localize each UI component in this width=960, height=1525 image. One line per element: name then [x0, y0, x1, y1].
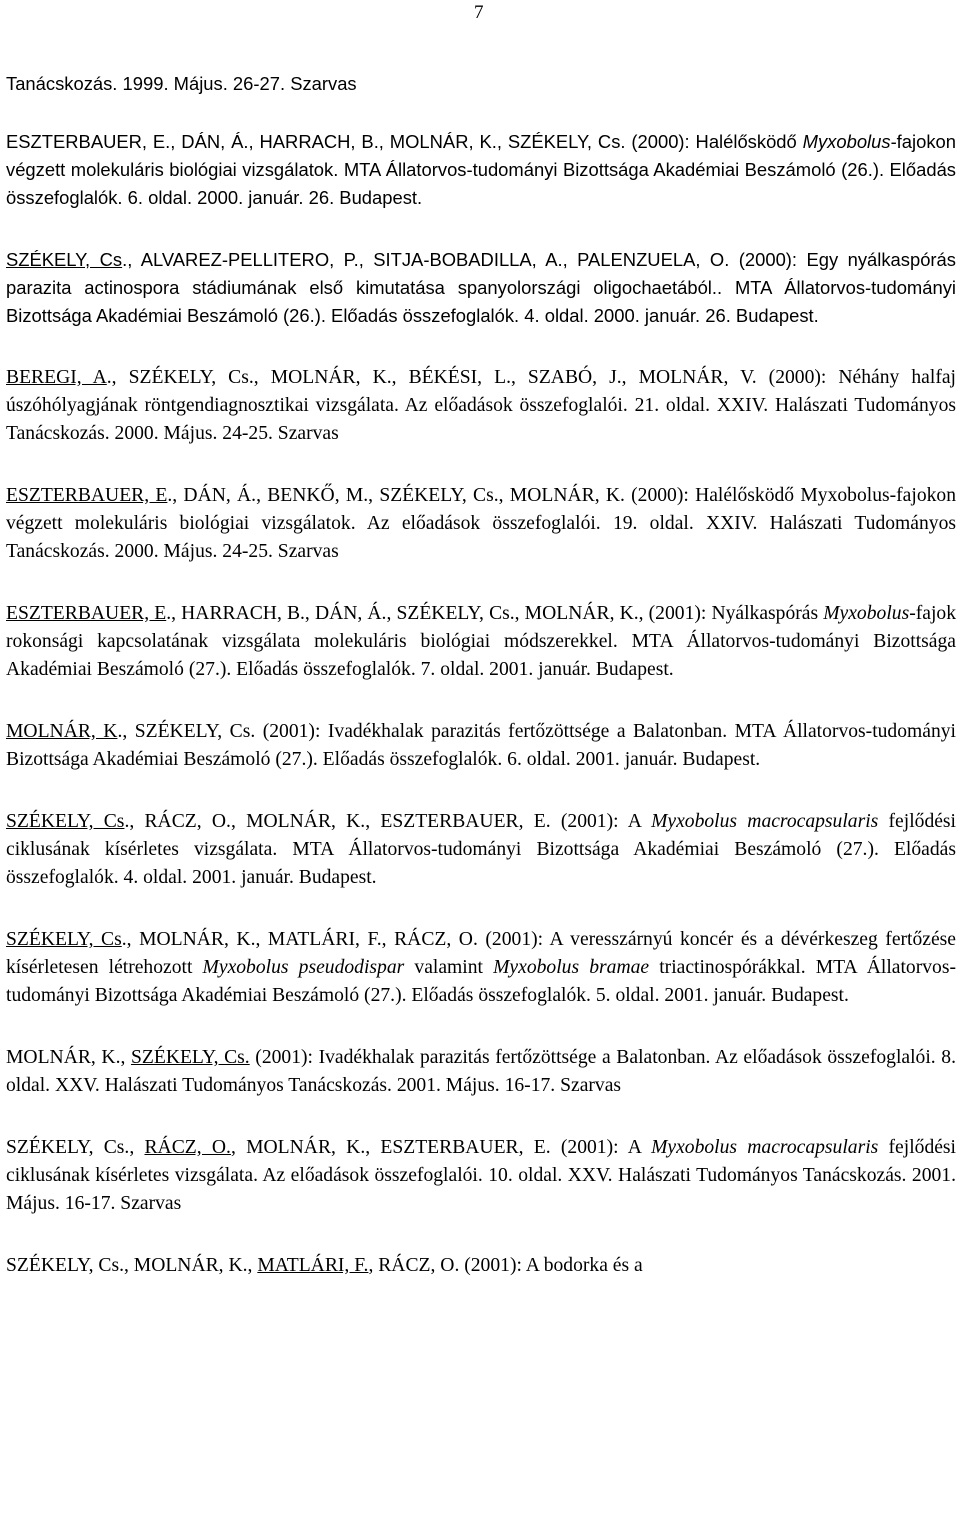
- reference-text: ., ALVAREZ-PELLITERO, P., SITJA-BOBADILLA, A., PALENZUELA, O. (2000): Egy nyálkaspórás parazita actinospora stádiumának első kimutatása spanyolországi oligochaetából.. MTA Állatorvos-tudományi Bizottsága Akadémiai Beszámoló (26.). Előadás összefoglalók. 4. oldal. 2000. január. 26. Budapest.: [6, 249, 956, 326]
- reference-entry: [6, 482, 956, 566]
- reference-text: ESZTERBAUER, E: [6, 603, 167, 624]
- reference-text: valamint: [404, 957, 494, 978]
- reference-text: triactinospórákkal. MTA Állatorvos-tudományi Bizottsága Akadémiai Beszámoló (27.). Előadás összefoglalók. 5. oldal. 2001. január. Budapest.: [6, 957, 957, 1006]
- reference-text: ., MOLNÁR, K., MATLÁRI, F., RÁCZ, O. (2001): A veresszárnyú koncér és a dévérkeszeg fertőzése kísérletesen létrehozott: [6, 929, 957, 978]
- reference-entry: [6, 600, 956, 684]
- reference-text: ., DÁN, Á., BENKŐ, M., SZÉKELY, Cs., MOLNÁR, K. (2000): Halélősködő Myxobolus-fajokon végzett molekuláris biológiai vizsgálatok. Az előadások összefoglalói. 19. oldal. XXIV. Halászati Tudományos Tanácskozás. 2000. Május. 24-25. Szarvas: [6, 485, 957, 562]
- reference-text: SZÉKELY, Cs.,: [6, 1137, 145, 1158]
- reference-text: Myxobolus: [802, 131, 891, 152]
- reference-text: ., SZÉKELY, Cs. (2001): Ivadékhalak parazitás fertőzöttsége a Balatonban. MTA Állatorvos-tudományi Bizottsága Akadémiai Beszámoló (27.). Előadás összefoglalók. 6. oldal. 2001. január. Budapest.: [6, 721, 956, 770]
- reference-text: -fajok rokonsági kapcsolatának vizsgálata molekuláris biológiai módszerekkel. MTA Állatorvos-tudományi Bizottsága Akadémiai Beszámoló (27.). Előadás összefoglalók. 7. oldal. 2001. január. Budapest.: [6, 603, 956, 680]
- reference-text: SZÉKELY, Cs: [6, 929, 122, 950]
- reference-entry: [6, 808, 956, 892]
- references: [6, 128, 956, 1280]
- reference-text: SZÉKELY, Cs: [6, 249, 123, 270]
- reference-text: ., RÁCZ, O., MOLNÁR, K., ESZTERBAUER, E. (2001): A: [124, 811, 652, 832]
- reference-text: ., SZÉKELY, Cs., MOLNÁR, K., BÉKÉSI, L., SZABÓ, J., MOLNÁR, V. (2000): Néhány halfaj úszóhólyagjának röntgendiagnosztikai vizsgálata. Az előadások összefoglalói. 21. oldal. XXIV. Halászati Tudományos Tanácskozás. 2000. Május. 24-25. Szarvas: [6, 367, 956, 444]
- reference-text: RÁCZ, O.: [144, 1137, 231, 1158]
- reference-entry: [6, 1044, 956, 1100]
- reference-text: Myxobolus pseudodispar: [202, 957, 405, 978]
- reference-text: SZÉKELY, Cs: [6, 811, 125, 832]
- reference-text: MOLNÁR, K.,: [6, 1047, 131, 1068]
- reference-entry: [6, 364, 956, 448]
- reference-entry: [6, 246, 956, 330]
- reference-text: BEREGI, A: [6, 367, 107, 388]
- reference-text: SZÉKELY, Cs.: [130, 1047, 250, 1068]
- reference-text: Myxobolus macrocapsularis: [651, 811, 879, 832]
- reference-text: SZÉKELY, Cs., MOLNÁR, K.,: [6, 1255, 258, 1276]
- reference-text: , RÁCZ, O. (2001): A bodorka és a: [368, 1255, 643, 1276]
- reference-text: MOLNÁR, K: [6, 721, 118, 742]
- reference-entry: [6, 1252, 956, 1280]
- reference-text: Myxobolus: [823, 603, 910, 624]
- reference-text: (2001): Ivadékhalak parazitás fertőzöttsége a Balatonban. Az előadások összefoglalói. 8. oldal. XXV. Halászati Tudományos Tanácskozás. 2001. Május. 16-17. Szarvas: [6, 1047, 956, 1096]
- continued-reference: Tanácskozás. 1999. Május. 26-27. Szarvas: [6, 73, 357, 94]
- reference-text: -fajokon végzett molekuláris biológiai vizsgálatok. MTA Állatorvos-tudományi Bizottsága Akadémiai Beszámoló (26.). Előadás összefoglalók. 6. oldal. 2000. január. 26. Budapest.: [6, 131, 956, 208]
- page-number: 7: [474, 2, 484, 23]
- reference-text: ESZTERBAUER, E., DÁN, Á., HARRACH, B., MOLNÁR, K., SZÉKELY, Cs. (2000): Halélősködő: [6, 131, 803, 152]
- reference-list: [6, 70, 956, 1314]
- reference-text: fejlődési ciklusának kísérletes vizsgálata. MTA Állatorvos-tudományi Bizottsága Akadémiai Beszámoló (27.). Előadás összefoglalók. 4. oldal. 2001. január. Budapest.: [6, 811, 957, 888]
- reference-entry: [6, 718, 956, 774]
- reference-text: ., HARRACH, B., DÁN, Á., SZÉKELY, Cs., MOLNÁR, K., (2001): Nyálkaspórás: [166, 603, 824, 624]
- reference-text: ESZTERBAUER, E: [6, 485, 168, 506]
- reference-text: Myxobolus macrocapsularis: [651, 1137, 879, 1158]
- reference-text: MATLÁRI, F.: [257, 1255, 369, 1276]
- reference-entry: [6, 1134, 956, 1218]
- reference-text: Myxobolus bramae: [493, 957, 650, 978]
- reference-text: , MOLNÁR, K., ESZTERBAUER, E. (2001): A: [230, 1137, 652, 1158]
- reference-entry: [6, 128, 956, 212]
- reference-entry: [6, 926, 956, 1010]
- reference-text: fejlődési ciklusának kísérletes vizsgálata. Az előadások összefoglalói. 10. oldal. XXV. Halászati Tudományos Tanácskozás. 2001. Május. 16-17. Szarvas: [6, 1137, 957, 1214]
